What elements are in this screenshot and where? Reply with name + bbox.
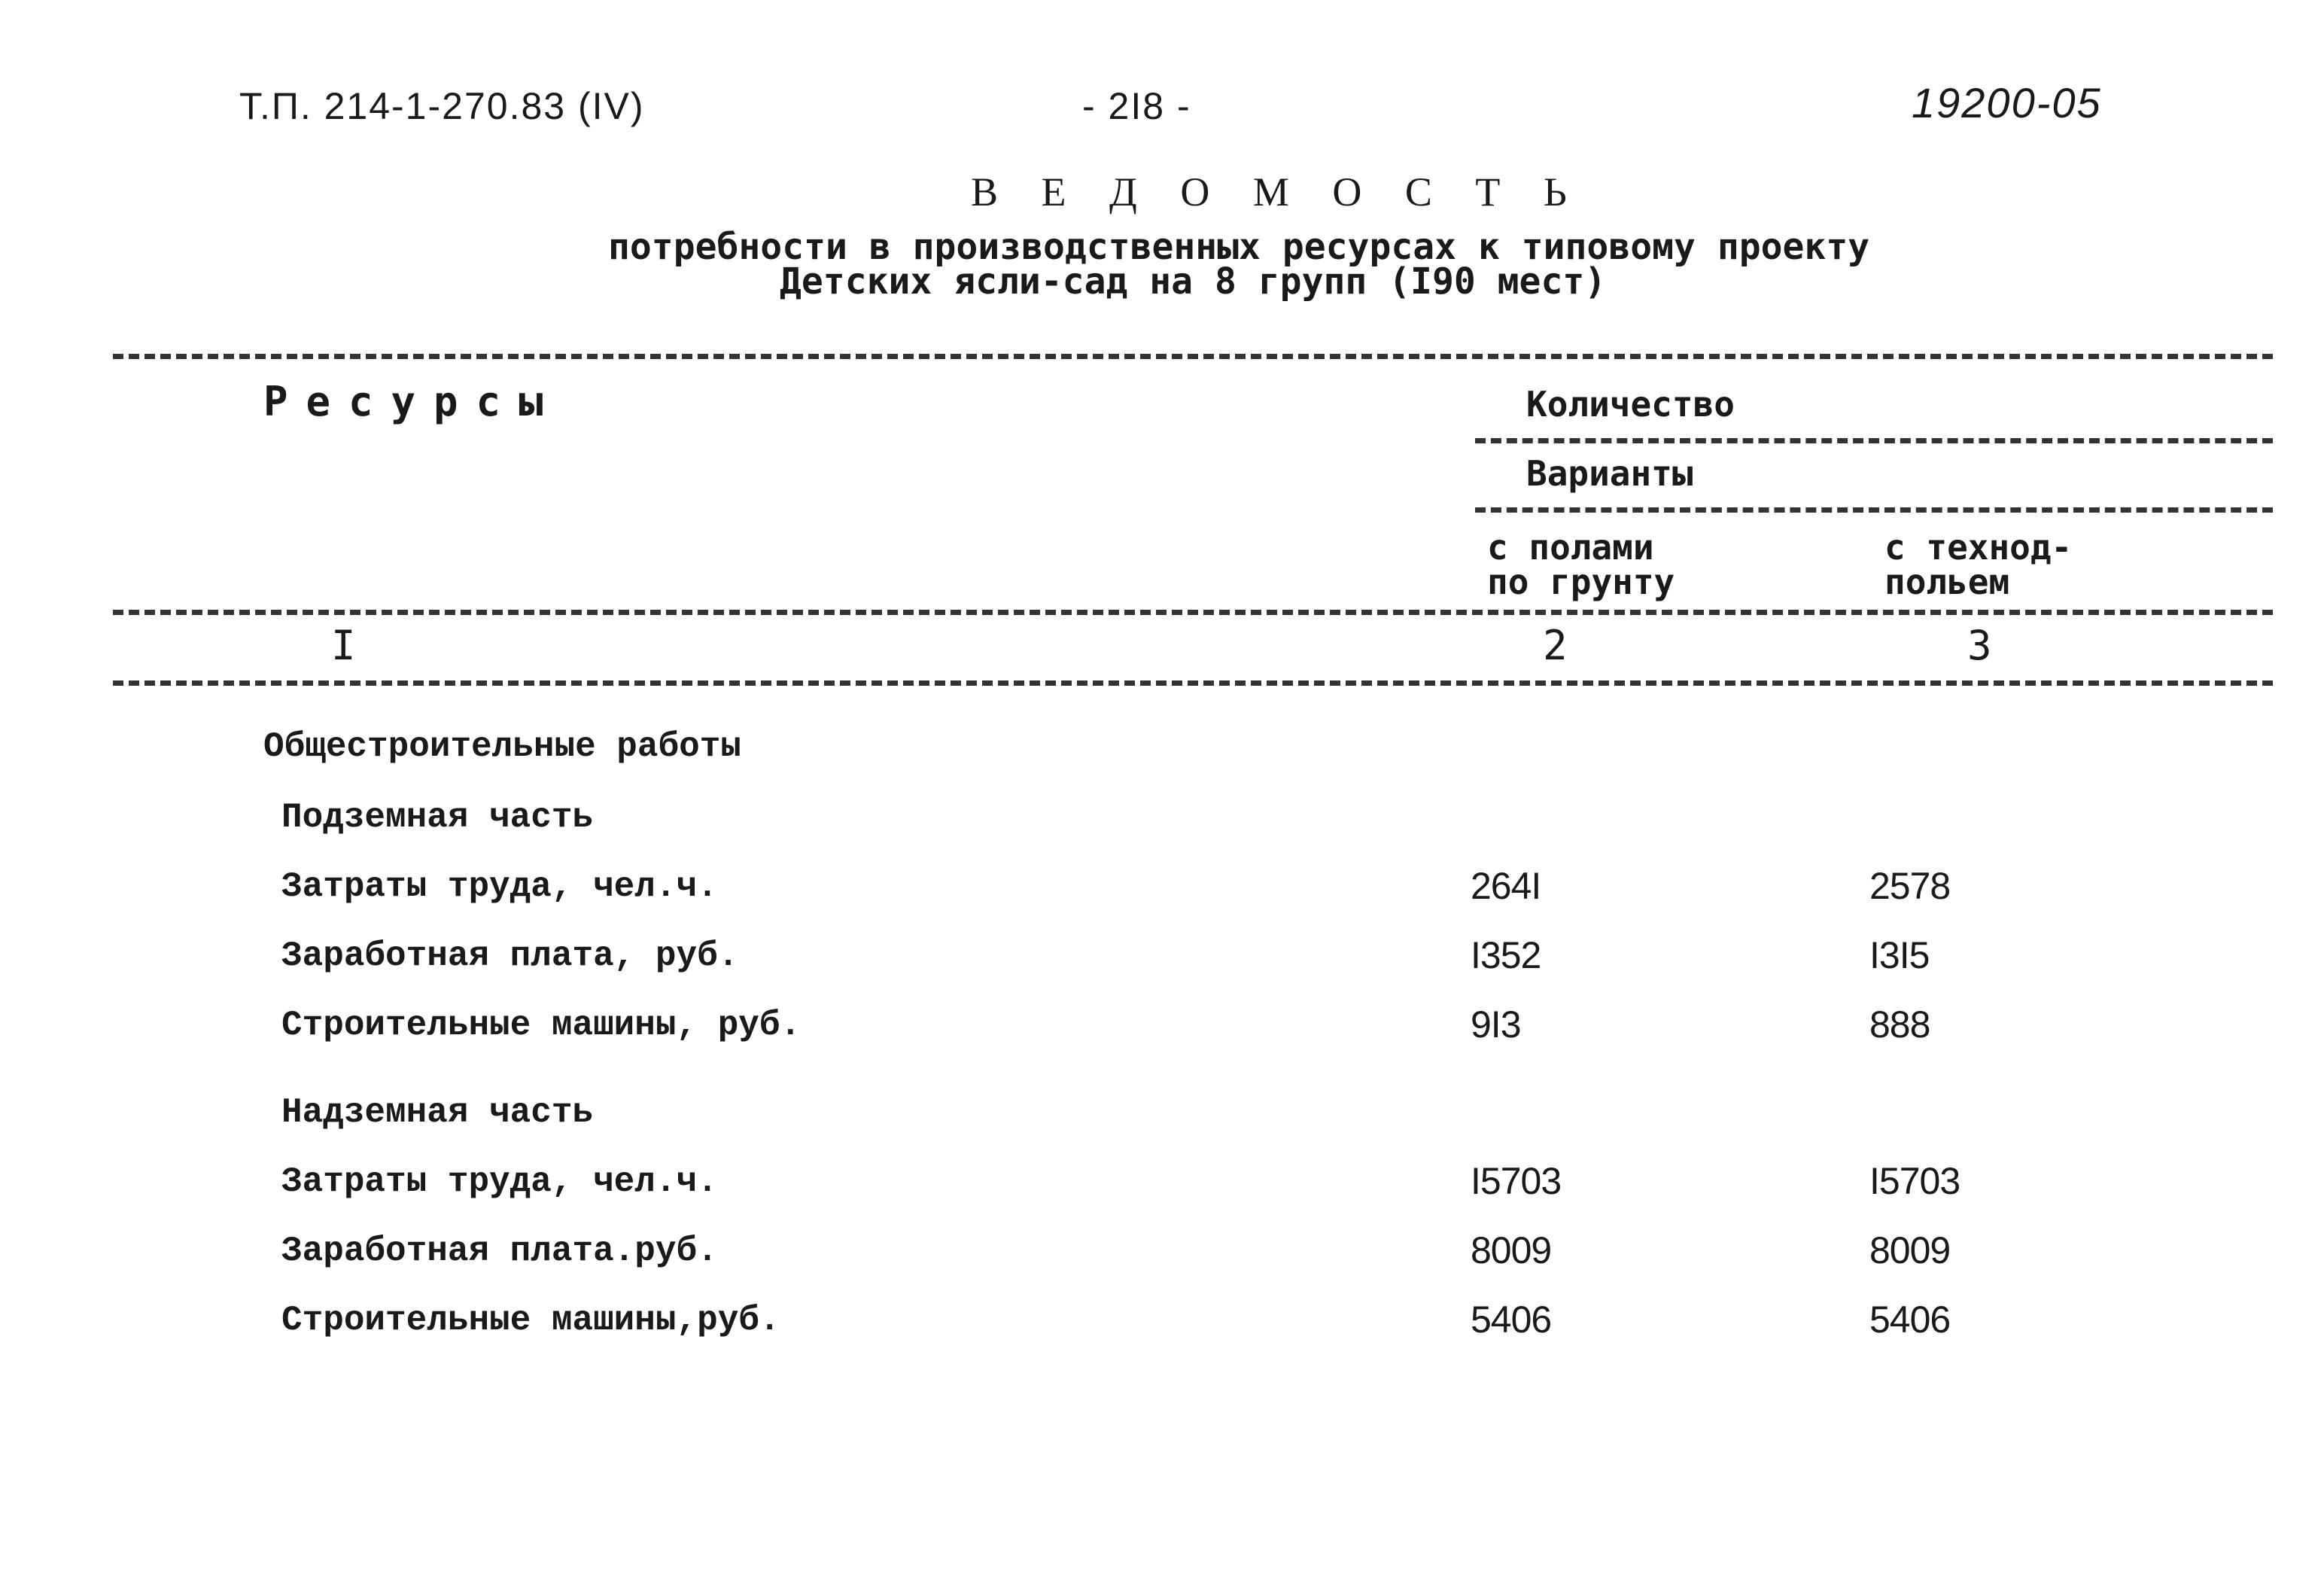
row-label: Заработная плата.руб.: [281, 1231, 718, 1271]
header-variant2-line2: польем: [1884, 562, 2010, 602]
row-value-variant2: 8009: [1869, 1229, 1951, 1271]
column-number-2: 2: [1543, 622, 1568, 669]
document-code: Т.П. 214-1-270.83 (IV): [239, 85, 645, 127]
row-value-variant1: I5703: [1471, 1160, 1562, 1202]
rule-below-colnums: [113, 680, 2273, 686]
row-value-variant1: 264I: [1471, 865, 1541, 907]
row-value-variant1: I352: [1471, 934, 1541, 976]
row-value-variant2: 5406: [1869, 1298, 1951, 1341]
header-variant2-line1: с технод-: [1884, 527, 2073, 568]
row-label: Затраты труда, чел.ч.: [281, 867, 718, 906]
rule-under-variants: [1475, 507, 2273, 513]
column-number-1: I: [331, 622, 356, 669]
archive-number: 19200-05: [1912, 79, 2102, 126]
rule-top: [113, 354, 2273, 359]
document-subtitle-line2: Детских ясли-сад на 8 групп (I90 мест): [780, 260, 1607, 303]
header-variants: Варианты: [1526, 453, 1693, 494]
rule-under-quantity: [1475, 438, 2273, 443]
row-label: Заработная плата, руб.: [281, 936, 739, 976]
subsection-title: Подземная часть: [281, 798, 594, 837]
row-value-variant1: 9I3: [1471, 1003, 1521, 1046]
row-label: Строительные машины,руб.: [281, 1301, 780, 1340]
row-label: Строительные машины, руб.: [281, 1006, 802, 1045]
section-title: Общестроительные работы: [263, 727, 741, 766]
header-variant1-line2: по грунту: [1487, 562, 1675, 602]
document-subtitle-line1: потребности в производственных ресурсах к типовому проекту: [608, 226, 1870, 268]
header-resources: Ресурсы: [263, 378, 561, 425]
document-title: В Е Д О М О С Т Ь: [971, 169, 1583, 215]
row-label: Затраты труда, чел.ч.: [281, 1162, 718, 1201]
row-value-variant2: 888: [1869, 1003, 1930, 1046]
column-number-3: 3: [1967, 622, 1992, 669]
header-quantity: Количество: [1526, 384, 1735, 425]
header-variant1-line1: с полами: [1487, 527, 1654, 568]
row-value-variant2: I3I5: [1869, 934, 1930, 976]
row-value-variant2: I5703: [1869, 1160, 1960, 1202]
row-value-variant1: 5406: [1471, 1298, 1552, 1341]
row-value-variant2: 2578: [1869, 865, 1951, 907]
page-number: - 2I8 -: [1082, 85, 1191, 127]
row-value-variant1: 8009: [1471, 1229, 1552, 1271]
rule-above-colnums: [113, 610, 2273, 615]
subsection-title: Надземная часть: [281, 1093, 594, 1132]
